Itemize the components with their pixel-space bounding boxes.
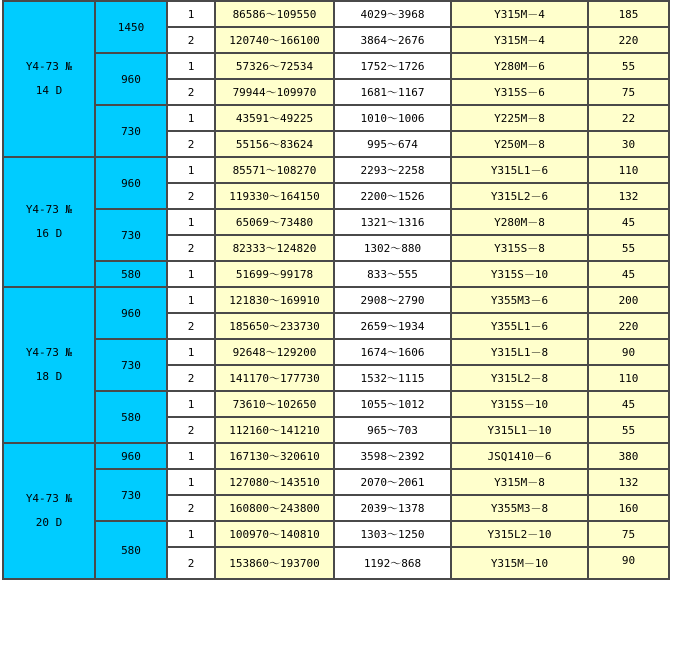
flow-range-cell: 141170～177730 [215, 365, 334, 391]
table-row [3, 443, 669, 469]
table-row [3, 1, 669, 27]
motor-power-cell: 45 [588, 391, 669, 417]
fan-model-drive: 14 D [35, 84, 63, 97]
motor-power-cell: 132 [588, 469, 669, 495]
motor-power-cell: 110 [588, 157, 669, 183]
table-row [3, 53, 669, 79]
speed-rpm-cell: 960 [95, 287, 167, 339]
motor-model-cell: Y315S－10 [451, 261, 588, 287]
position-index-cell: 2 [167, 183, 215, 209]
flow-range-cell: 57326～72534 [215, 53, 334, 79]
table-row [3, 521, 669, 547]
fan-model-name: Y4-73 № [25, 492, 73, 505]
position-index-cell: 2 [167, 417, 215, 443]
flow-range-cell: 185650～233730 [215, 313, 334, 339]
motor-model-cell: Y315M－8 [451, 469, 588, 495]
flow-range-cell: 119330～164150 [215, 183, 334, 209]
flow-range-cell: 100970～140810 [215, 521, 334, 547]
motor-power-cell: 75 [588, 79, 669, 105]
flow-range-cell: 43591～49225 [215, 105, 334, 131]
pressure-range-cell: 2293～2258 [334, 157, 451, 183]
speed-rpm-cell: 580 [95, 261, 167, 287]
fan-model-drive: 16 D [35, 227, 63, 240]
position-index-cell: 2 [167, 495, 215, 521]
pressure-range-cell: 4029～3968 [334, 1, 451, 27]
fan-spec-table-body [3, 1, 669, 579]
position-index-cell: 2 [167, 27, 215, 53]
flow-range-cell: 112160～141210 [215, 417, 334, 443]
position-index-cell: 2 [167, 131, 215, 157]
table-row [3, 469, 669, 495]
table-row [3, 157, 669, 183]
motor-model-cell: Y315M－4 [451, 1, 588, 27]
speed-rpm-cell: 730 [95, 339, 167, 391]
motor-power-cell: 132 [588, 183, 669, 209]
pressure-range-cell: 1055～1012 [334, 391, 451, 417]
motor-power-cell: 55 [588, 235, 669, 261]
table-row [3, 105, 669, 131]
motor-model-cell: Y315L2－6 [451, 183, 588, 209]
flow-range-cell: 92648～129200 [215, 339, 334, 365]
fan-model-cell [3, 287, 95, 443]
position-index-cell: 1 [167, 209, 215, 235]
pressure-range-cell: 1303～1250 [334, 521, 451, 547]
speed-rpm-cell: 960 [95, 157, 167, 209]
motor-power-cell: 90 [588, 547, 669, 579]
pressure-range-cell: 1532～1115 [334, 365, 451, 391]
flow-range-cell: 82333～124820 [215, 235, 334, 261]
motor-model-cell: Y315L2－8 [451, 365, 588, 391]
fan-model-cell [3, 443, 95, 579]
position-index-cell: 1 [167, 469, 215, 495]
flow-range-cell: 127080～143510 [215, 469, 334, 495]
position-index-cell: 1 [167, 339, 215, 365]
table-row [3, 287, 669, 313]
fan-spec-table [2, 0, 670, 580]
table-row [3, 209, 669, 235]
speed-rpm-cell: 1450 [95, 1, 167, 53]
motor-model-cell: Y315M－10 [451, 547, 588, 579]
pressure-range-cell: 1681～1167 [334, 79, 451, 105]
position-index-cell: 1 [167, 391, 215, 417]
position-index-cell: 1 [167, 157, 215, 183]
fan-model-drive: 20 D [35, 516, 63, 529]
motor-model-cell: Y315S－10 [451, 391, 588, 417]
speed-rpm-cell: 580 [95, 391, 167, 443]
motor-power-cell: 55 [588, 53, 669, 79]
motor-model-cell: Y225M－8 [451, 105, 588, 131]
motor-power-cell: 22 [588, 105, 669, 131]
flow-range-cell: 120740～166100 [215, 27, 334, 53]
motor-power-cell: 75 [588, 521, 669, 547]
motor-model-cell: Y355L1－6 [451, 313, 588, 339]
pressure-range-cell: 1302～880 [334, 235, 451, 261]
motor-power-cell: 55 [588, 417, 669, 443]
position-index-cell: 1 [167, 443, 215, 469]
motor-model-cell: JSQ1410－6 [451, 443, 588, 469]
flow-range-cell: 86586～109550 [215, 1, 334, 27]
pressure-range-cell: 1321～1316 [334, 209, 451, 235]
position-index-cell: 1 [167, 1, 215, 27]
table-row [3, 261, 669, 287]
motor-model-cell: Y315L1－10 [451, 417, 588, 443]
flow-range-cell: 65069～73480 [215, 209, 334, 235]
flow-range-cell: 79944～109970 [215, 79, 334, 105]
speed-rpm-cell: 730 [95, 209, 167, 261]
pressure-range-cell: 965～703 [334, 417, 451, 443]
speed-rpm-cell: 960 [95, 443, 167, 469]
position-index-cell: 2 [167, 547, 215, 579]
speed-rpm-cell: 730 [95, 469, 167, 521]
speed-rpm-cell: 960 [95, 53, 167, 105]
fan-model-name: Y4-73 № [25, 203, 73, 216]
fan-model-name: Y4-73 № [25, 60, 73, 73]
motor-model-cell: Y315S－6 [451, 79, 588, 105]
table-row [3, 339, 669, 365]
position-index-cell: 1 [167, 521, 215, 547]
motor-power-cell: 45 [588, 209, 669, 235]
motor-model-cell: Y280M－6 [451, 53, 588, 79]
motor-power-cell: 380 [588, 443, 669, 469]
motor-power-cell: 200 [588, 287, 669, 313]
pressure-range-cell: 3598～2392 [334, 443, 451, 469]
flow-range-cell: 85571～108270 [215, 157, 334, 183]
pressure-range-cell: 1674～1606 [334, 339, 451, 365]
motor-power-cell: 185 [588, 1, 669, 27]
pressure-range-cell: 2659～1934 [334, 313, 451, 339]
fan-model-drive: 18 D [35, 370, 63, 383]
motor-power-cell: 160 [588, 495, 669, 521]
motor-power-cell: 220 [588, 27, 669, 53]
motor-model-cell: Y315L1－8 [451, 339, 588, 365]
pressure-range-cell: 833～555 [334, 261, 451, 287]
motor-model-cell: Y280M－8 [451, 209, 588, 235]
fan-model-cell [3, 1, 95, 157]
pressure-range-cell: 995～674 [334, 131, 451, 157]
motor-model-cell: Y355M3－6 [451, 287, 588, 313]
flow-range-cell: 121830～169910 [215, 287, 334, 313]
motor-model-cell: Y315L1－6 [451, 157, 588, 183]
motor-power-cell: 220 [588, 313, 669, 339]
position-index-cell: 1 [167, 261, 215, 287]
pressure-range-cell: 2200～1526 [334, 183, 451, 209]
motor-power-cell: 30 [588, 131, 669, 157]
pressure-range-cell: 3864～2676 [334, 27, 451, 53]
speed-rpm-cell: 730 [95, 105, 167, 157]
flow-range-cell: 153860～193700 [215, 547, 334, 579]
motor-power-cell: 110 [588, 365, 669, 391]
position-index-cell: 2 [167, 79, 215, 105]
position-index-cell: 2 [167, 313, 215, 339]
table-row [3, 391, 669, 417]
flow-range-cell: 160800～243800 [215, 495, 334, 521]
position-index-cell: 2 [167, 365, 215, 391]
flow-range-cell: 51699～99178 [215, 261, 334, 287]
flow-range-cell: 55156～83624 [215, 131, 334, 157]
fan-model-cell [3, 157, 95, 287]
pressure-range-cell: 2070～2061 [334, 469, 451, 495]
pressure-range-cell: 2908～2790 [334, 287, 451, 313]
pressure-range-cell: 1010～1006 [334, 105, 451, 131]
speed-rpm-cell: 580 [95, 521, 167, 579]
motor-model-cell: Y355M3－8 [451, 495, 588, 521]
motor-model-cell: Y315M－4 [451, 27, 588, 53]
flow-range-cell: 167130～320610 [215, 443, 334, 469]
motor-model-cell: Y315S－8 [451, 235, 588, 261]
motor-power-cell: 90 [588, 339, 669, 365]
motor-power-cell: 45 [588, 261, 669, 287]
pressure-range-cell: 1752～1726 [334, 53, 451, 79]
pressure-range-cell: 2039～1378 [334, 495, 451, 521]
flow-range-cell: 73610～102650 [215, 391, 334, 417]
motor-model-cell: Y250M－8 [451, 131, 588, 157]
pressure-range-cell: 1192～868 [334, 547, 451, 579]
position-index-cell: 2 [167, 235, 215, 261]
position-index-cell: 1 [167, 105, 215, 131]
position-index-cell: 1 [167, 53, 215, 79]
motor-model-cell: Y315L2－10 [451, 521, 588, 547]
fan-model-name: Y4-73 № [25, 346, 73, 359]
position-index-cell: 1 [167, 287, 215, 313]
